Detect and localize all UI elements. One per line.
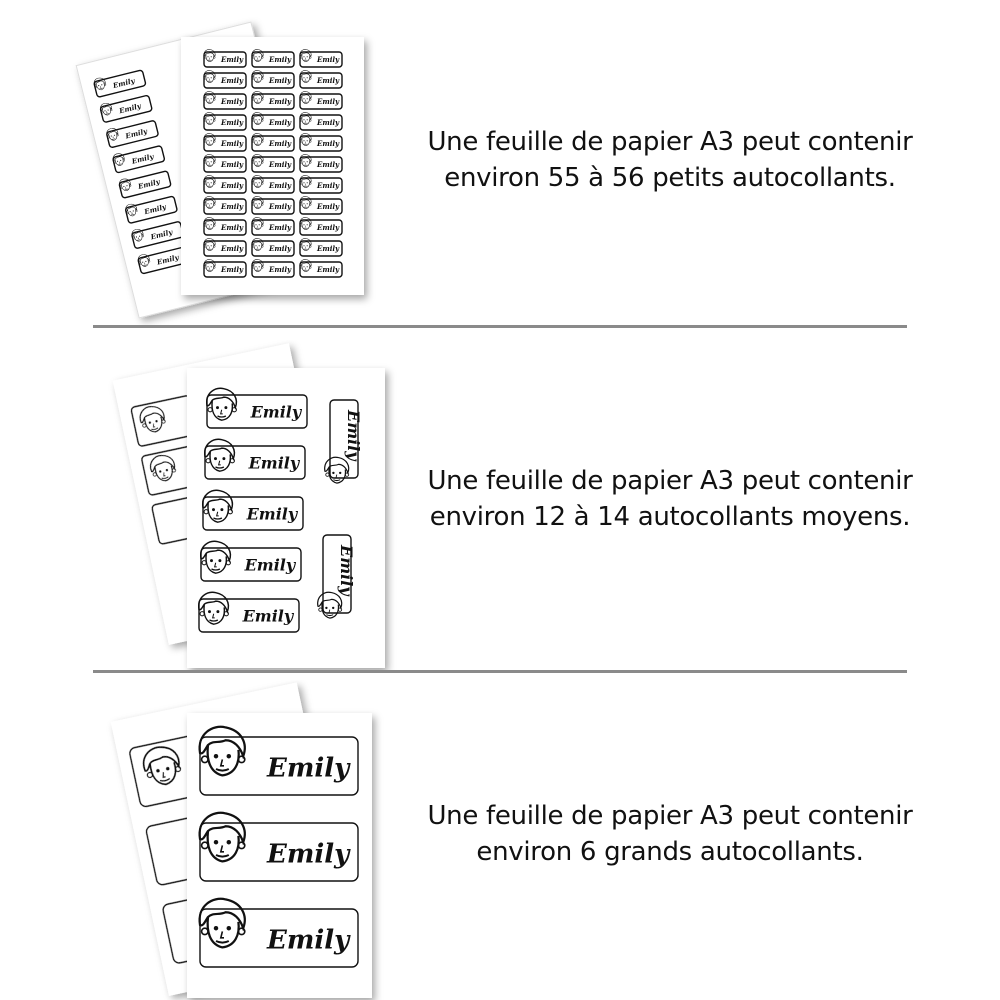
sticker-name-text: Emily	[221, 223, 244, 233]
name-sticker	[200, 899, 358, 967]
sticker-name-text: Emily	[317, 265, 340, 275]
name-sticker	[300, 133, 342, 151]
name-sticker	[300, 70, 342, 88]
sticker-name-text: Emily	[155, 252, 180, 267]
sticker-name-text: Emily	[344, 410, 364, 461]
sticker-name-text: Emily	[269, 55, 292, 65]
sticker-name-text: Emily	[124, 126, 149, 141]
small-stickers-illustration	[0, 0, 380, 325]
large-stickers-illustration	[0, 680, 400, 1000]
sticker-name-text: Emily	[221, 76, 244, 86]
sticker-name-text: Emily	[221, 55, 244, 65]
name-sticker	[204, 154, 246, 172]
caption-large-line2: environ 6 grands autocollants.	[476, 837, 864, 867]
name-sticker	[204, 196, 246, 214]
sticker-name-text: Emily	[221, 160, 244, 170]
sticker-name-text: Emily	[269, 97, 292, 107]
sticker-name-text: Emily	[248, 453, 300, 473]
name-sticker	[204, 175, 246, 193]
name-sticker	[318, 535, 357, 618]
name-sticker	[204, 112, 246, 130]
name-sticker	[204, 133, 246, 151]
sticker-name-text: Emily	[337, 545, 357, 596]
sticker-name-text: Emily	[269, 223, 292, 233]
name-sticker	[204, 70, 246, 88]
section-large	[0, 680, 1000, 1000]
caption-small-line1: Une feuille de papier A3 peut contenir	[427, 127, 913, 157]
sticker-name-text: Emily	[269, 265, 292, 275]
name-sticker	[300, 196, 342, 214]
section-small	[0, 0, 1000, 325]
sticker-name-text: Emily	[242, 606, 294, 626]
name-sticker	[325, 400, 364, 483]
sticker-name-text: Emily	[267, 925, 350, 956]
sticker-name-text: Emily	[317, 118, 340, 128]
sticker-name-text: Emily	[118, 101, 142, 116]
small-sticker-grid	[204, 49, 342, 277]
name-sticker	[300, 217, 342, 235]
sticker-name-text: Emily	[317, 223, 340, 233]
section-medium	[0, 340, 1000, 670]
sticker-name-text: Emily	[221, 244, 244, 254]
name-sticker	[200, 813, 358, 881]
caption-large-line1: Une feuille de papier A3 peut contenir	[427, 801, 913, 831]
name-sticker	[204, 91, 246, 109]
sticker-name-text: Emily	[246, 504, 298, 524]
large-sticker-grid	[200, 727, 358, 967]
name-sticker	[252, 154, 294, 172]
sticker-name-text: Emily	[244, 555, 296, 575]
name-sticker	[300, 154, 342, 172]
name-sticker	[204, 49, 246, 67]
sticker-name-text: Emily	[317, 139, 340, 149]
divider-1	[93, 325, 907, 328]
name-sticker	[200, 727, 358, 795]
sticker-name-text: Emily	[267, 839, 350, 870]
sticker-name-text: Emily	[269, 244, 292, 254]
name-sticker	[204, 217, 246, 235]
name-sticker	[252, 112, 294, 130]
name-sticker	[252, 259, 294, 277]
name-sticker	[252, 133, 294, 151]
name-sticker	[252, 49, 294, 67]
divider-2	[93, 670, 907, 673]
sticker-name-text: Emily	[221, 181, 244, 191]
name-sticker	[204, 259, 246, 277]
sticker-name-text: Emily	[269, 181, 292, 191]
sticker-name-text: Emily	[269, 202, 292, 212]
sticker-name-text: Emily	[137, 176, 161, 191]
sticker-name-text: Emily	[269, 139, 292, 149]
caption-medium-line1: Une feuille de papier A3 peut contenir	[427, 466, 913, 496]
sticker-name-text: Emily	[221, 265, 244, 275]
caption-medium	[400, 463, 940, 535]
name-sticker	[252, 217, 294, 235]
name-sticker	[300, 238, 342, 256]
sticker-name-text: Emily	[317, 244, 340, 254]
sticker-name-text: Emily	[143, 202, 167, 217]
sticker-name-text: Emily	[221, 139, 244, 149]
sticker-name-text: Emily	[221, 118, 244, 128]
sticker-name-text: Emily	[317, 97, 340, 107]
sticker-name-text: Emily	[269, 76, 292, 86]
caption-small	[400, 124, 940, 196]
name-sticker	[300, 259, 342, 277]
caption-small-line2: environ 55 à 56 petits autocollants.	[444, 163, 896, 193]
name-sticker	[300, 175, 342, 193]
caption-large	[400, 798, 940, 870]
name-sticker	[252, 175, 294, 193]
sticker-name-text: Emily	[317, 55, 340, 65]
sticker-name-text: Emily	[221, 202, 244, 212]
sticker-name-text: Emily	[130, 151, 155, 166]
name-sticker	[300, 112, 342, 130]
sticker-name-text: Emily	[250, 402, 302, 422]
name-sticker	[252, 196, 294, 214]
name-sticker	[300, 91, 342, 109]
sticker-name-text: Emily	[317, 202, 340, 212]
name-sticker	[204, 238, 246, 256]
name-sticker	[252, 70, 294, 88]
sticker-name-text: Emily	[317, 160, 340, 170]
sticker-name-text: Emily	[317, 181, 340, 191]
name-sticker	[300, 49, 342, 67]
name-sticker	[252, 238, 294, 256]
sticker-name-text: Emily	[269, 118, 292, 128]
sticker-name-text: Emily	[269, 160, 292, 170]
sticker-name-text: Emily	[149, 227, 174, 242]
sticker-name-text: Emily	[267, 753, 350, 784]
medium-stickers-illustration	[0, 340, 400, 670]
caption-medium-line2: environ 12 à 14 autocollants moyens.	[429, 502, 911, 532]
name-sticker	[252, 91, 294, 109]
sticker-name-text: Emily	[221, 97, 244, 107]
sticker-name-text: Emily	[317, 76, 340, 86]
sticker-name-text: Emily	[111, 75, 136, 91]
